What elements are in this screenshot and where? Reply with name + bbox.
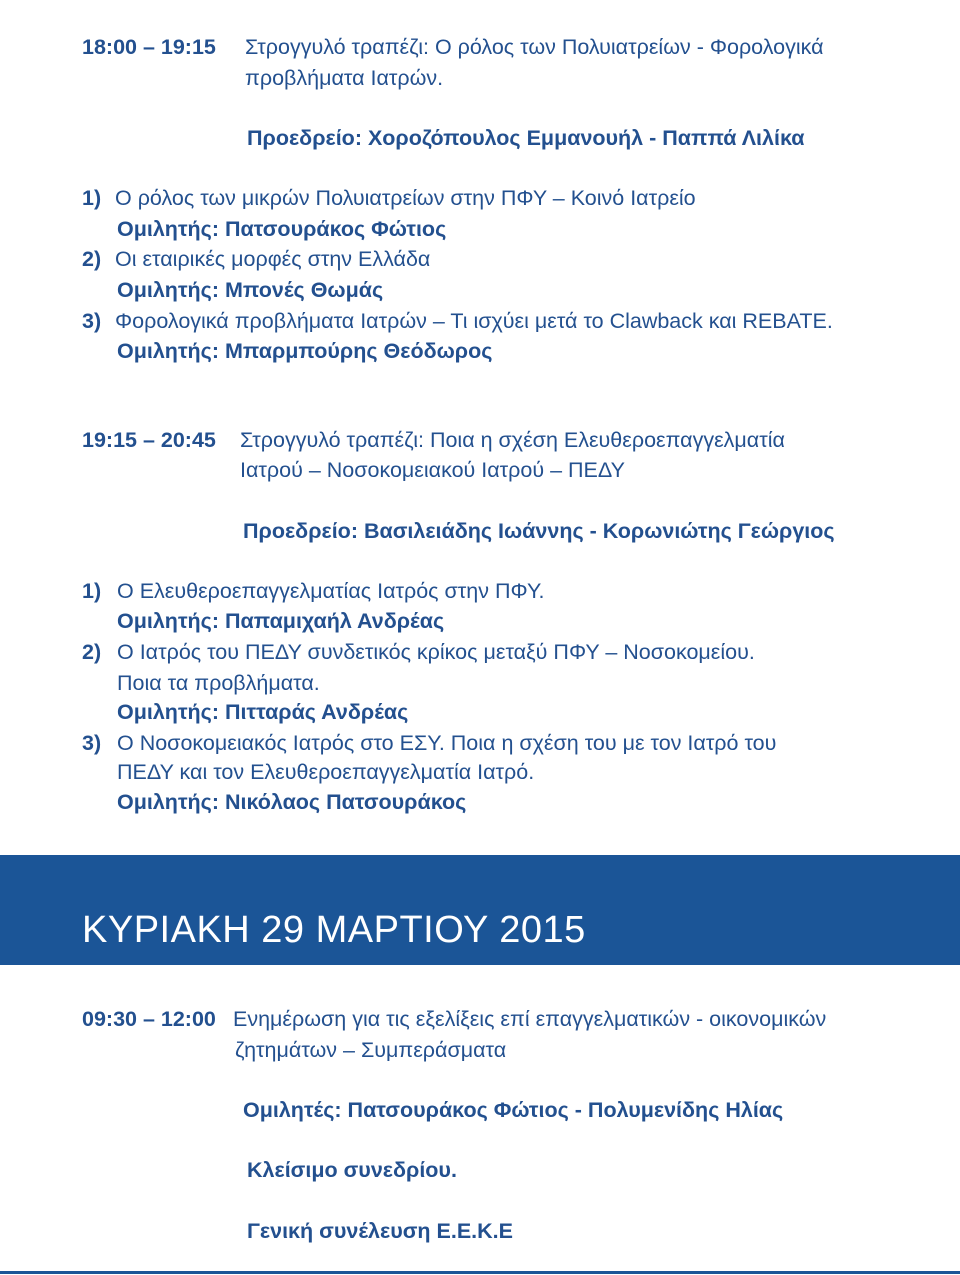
- session-time: 09:30 – 12:00: [82, 1007, 216, 1031]
- talk-speaker: Ομιλητής: Πιτταράς Ανδρέας: [117, 700, 409, 724]
- talk-title-line: Ο ρόλος των μικρών Πολυιατρείων στην ΠΦΥ – Κοινό Ιατρείο: [115, 186, 696, 210]
- talk-title-line: ΠΕΔΥ και τον Ελευθεροεπαγγελματία Ιατρό.: [117, 760, 535, 784]
- talk-title-line: Ο Ελευθεροεπαγγελματίας Ιατρός στην ΠΦΥ.: [117, 579, 545, 603]
- session-title-line: Ιατρού – Νοσοκομειακού Ιατρού – ΠΕΔΥ: [240, 458, 625, 482]
- session-title-line: ζητημάτων – Συμπεράσματα: [235, 1038, 507, 1062]
- day-banner-title: ΚΥΡΙΑΚΗ 29 ΜΑΡΤΙΟΥ 2015: [82, 909, 586, 951]
- talk-speaker: Ομιλητής: Μπονές Θωμάς: [117, 278, 384, 302]
- talk-title-line: Ο Νοσοκομειακός Ιατρός στο ΕΣΥ. Ποια η σχέση του με τον Ιατρό του: [117, 731, 777, 755]
- talk-speaker: Ομιλητής: Παπαμιχαήλ Ανδρέας: [117, 609, 445, 633]
- talk-speaker: Ομιλητής: Μπαρμπούρης Θεόδωρος: [117, 339, 493, 363]
- session-title-line: Στρογγυλό τραπέζι: Ο ρόλος των Πολυιατρείων - Φορολογικά: [245, 35, 824, 59]
- talk-number: 3): [82, 309, 102, 333]
- session-title-line: Στρογγυλό τραπέζι: Ποια η σχέση Ελευθεροεπαγγελματία: [240, 428, 785, 452]
- session-chair: Προεδρείο: Χοροζόπουλος Εμμανουήλ - Παππά Λιλίκα: [247, 126, 805, 150]
- general-assembly-note: Γενική συνέλευση Ε.Ε.Κ.Ε: [247, 1219, 513, 1243]
- talk-number: 3): [82, 731, 102, 755]
- talk-title-line: Ποια τα προβλήματα.: [117, 671, 320, 695]
- talk-number: 1): [82, 186, 102, 210]
- session-time: 19:15 – 20:45: [82, 428, 216, 452]
- talk-speaker: Ομιλητής: Νικόλαος Πατσουράκος: [117, 790, 467, 814]
- session-time: 18:00 – 19:15: [82, 35, 216, 59]
- session-chair: Προεδρείο: Βασιλειάδης Ιωάννης - Κορωνιώτης Γεώργιος: [243, 519, 835, 543]
- bottom-rule: [0, 1271, 960, 1274]
- talk-speaker: Ομιλητής: Πατσουράκος Φώτιος: [117, 217, 447, 241]
- talk-title-line: Ο Ιατρός του ΠΕΔΥ συνδετικός κρίκος μεταξύ ΠΦΥ – Νοσοκομείου.: [117, 640, 755, 664]
- closing-note: Κλείσιμο συνεδρίου.: [247, 1158, 457, 1182]
- session-title-line: προβλήματα Ιατρών.: [245, 66, 444, 90]
- talk-number: 2): [82, 640, 102, 664]
- talk-number: 1): [82, 579, 102, 603]
- session-speakers: Ομιλητές: Πατσουράκος Φώτιος - Πολυμενίδης Ηλίας: [243, 1098, 784, 1122]
- day-banner: [0, 855, 960, 965]
- session-title-line: Ενημέρωση για τις εξελίξεις επί επαγγελματικών - οικονομικών: [233, 1007, 827, 1031]
- talk-title-line: Οι εταιρικές μορφές στην Ελλάδα: [115, 247, 431, 271]
- talk-number: 2): [82, 247, 102, 271]
- talk-title-line: Φορολογικά προβλήματα Ιατρών – Τι ισχύει μετά το Clawback και REBATE.: [115, 309, 833, 333]
